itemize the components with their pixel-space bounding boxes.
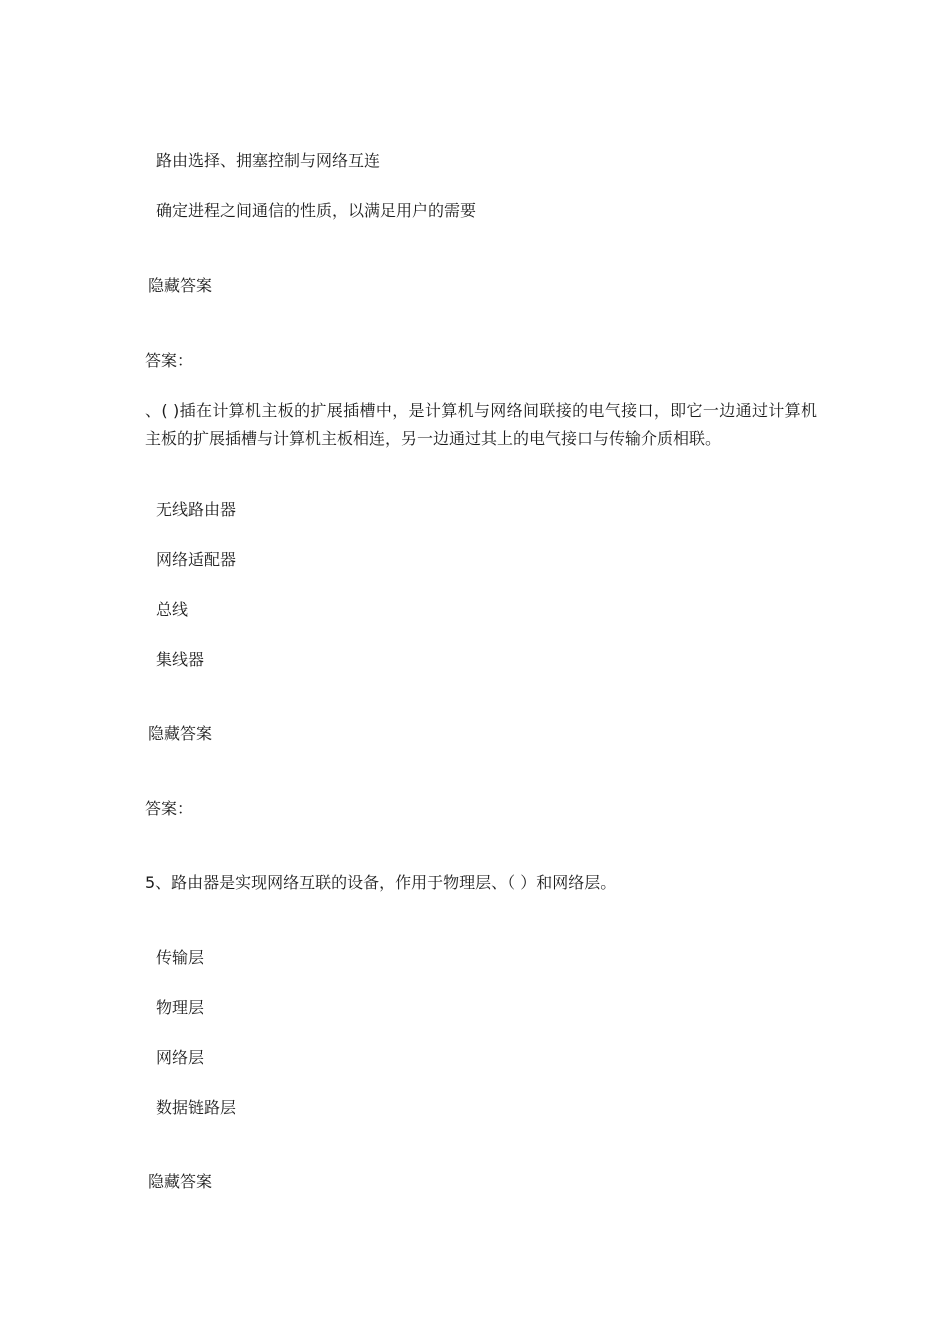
- hide-answer-link[interactable]: 隐藏答案: [148, 724, 213, 743]
- hide-answer-link[interactable]: 隐藏答案: [148, 1172, 213, 1191]
- option-text: 网络层: [156, 1048, 205, 1067]
- hide-answer-link[interactable]: 隐藏答案: [148, 276, 213, 295]
- option-text: 确定进程之间通信的性质，以满足用户的需要: [156, 201, 477, 220]
- option-text: 物理层: [156, 998, 205, 1017]
- option-text: 无线路由器: [156, 500, 237, 519]
- option-text: 传输层: [156, 948, 205, 967]
- option-text: 网络适配器: [156, 550, 237, 569]
- question-text: 5、路由器是实现网络互联的设备，作用于物理层、（ ）和网络层。: [145, 873, 617, 892]
- answer-label: 答案：: [145, 799, 194, 818]
- option-text: 数据链路层: [156, 1098, 237, 1117]
- option-text: 路由选择、拥塞控制与网络互连: [156, 151, 381, 170]
- option-text: 总线: [156, 600, 189, 619]
- answer-label: 答案：: [145, 351, 194, 370]
- question-text: 、( )插在计算机主板的扩展插槽中，是计算机与网络间联接的电气接口，即它一边通过计算机主板的扩展插槽与计算机主板相连，另一边通过其上的电气接口与传输介质相联。: [145, 401, 817, 448]
- option-text: 集线器: [156, 650, 205, 669]
